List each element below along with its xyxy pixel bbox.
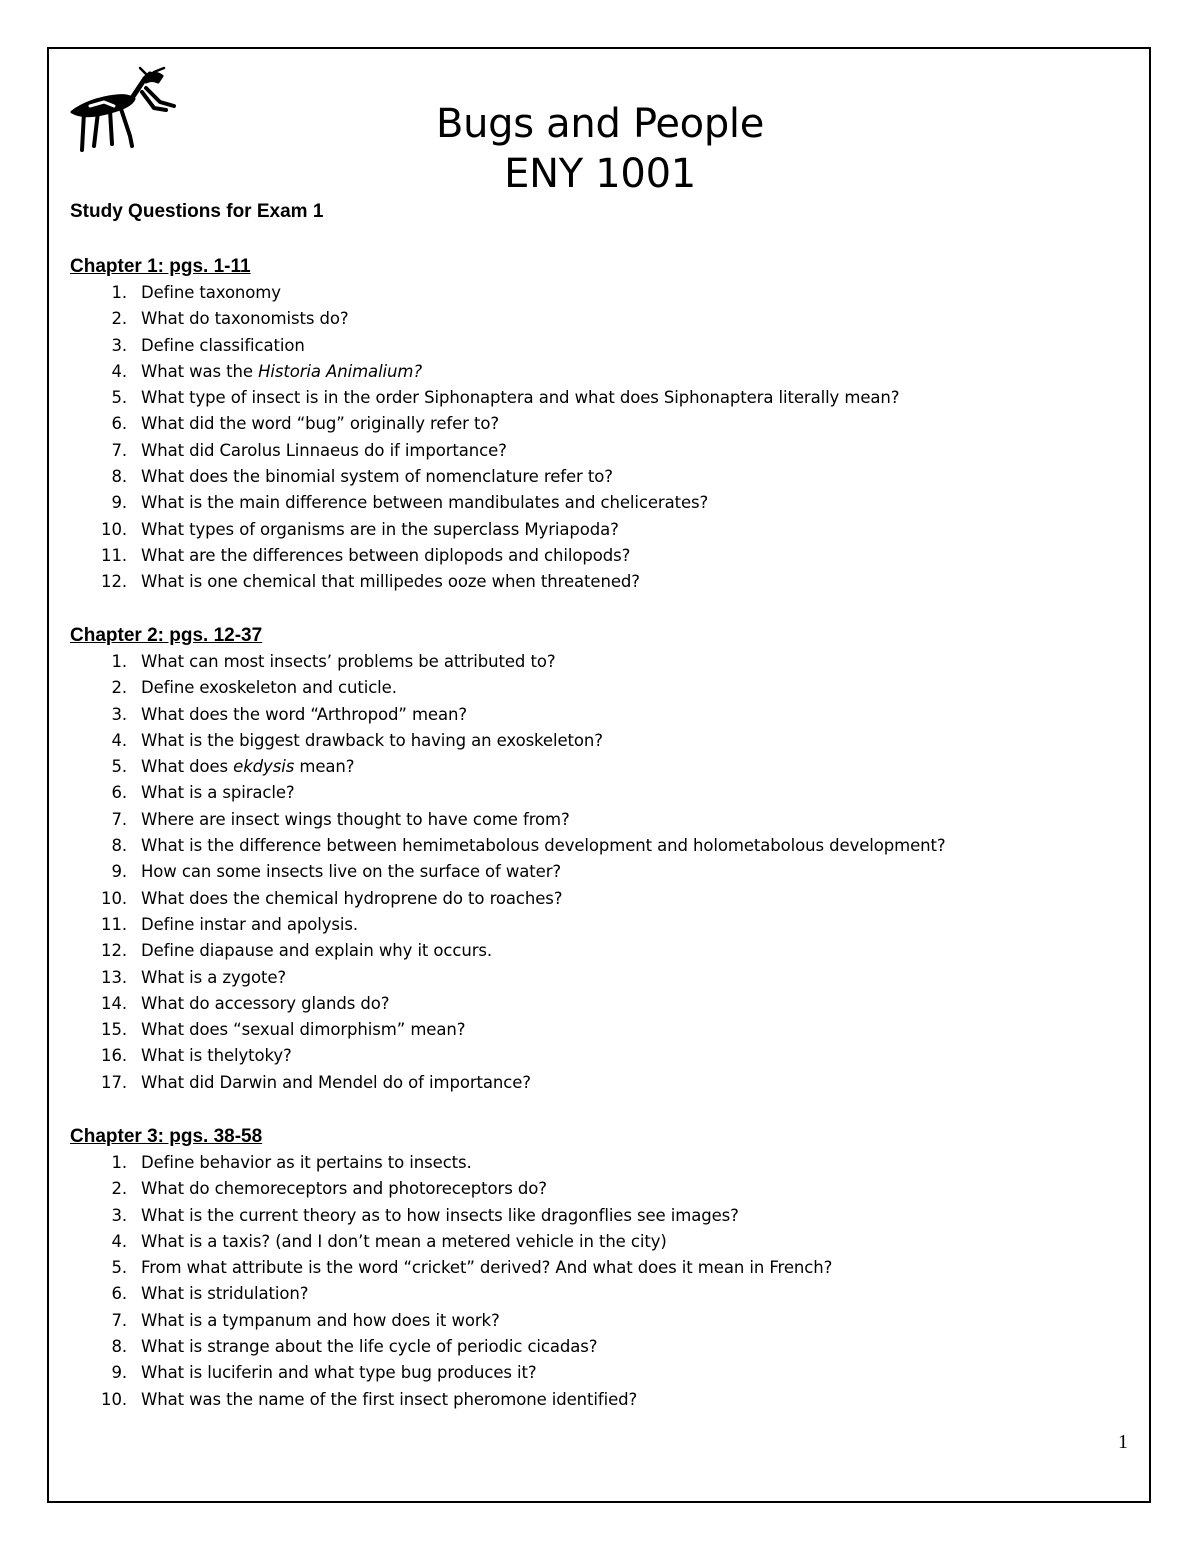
question-number: 10. — [101, 888, 127, 908]
question-text: What does the chemical hydroprene do to roaches? — [141, 888, 563, 908]
question-number: 5. — [111, 1258, 127, 1278]
question-number: 4. — [111, 730, 127, 750]
chapter-2-heading: Chapter 2: pgs. 12-37 — [70, 625, 263, 646]
question-text: Define instar and apolysis. — [141, 914, 358, 934]
question-number: 1. — [111, 1153, 127, 1172]
question-item — [0, 359, 899, 385]
question-number: 1. — [111, 283, 127, 302]
course-code: ENY 1001 — [504, 151, 696, 197]
question-number: 2. — [111, 1179, 127, 1199]
question-item — [0, 280, 899, 306]
question-number: 4. — [111, 1231, 127, 1251]
question-item — [0, 1150, 832, 1176]
question-item — [0, 517, 899, 543]
question-number: 6. — [111, 414, 127, 434]
question-number: 11. — [101, 914, 127, 934]
question-text: What does “sexual dimorphism” mean? — [141, 1020, 466, 1040]
chapter-3-heading: Chapter 3: pgs. 38-58 — [70, 1126, 263, 1147]
question-text: Define classification — [141, 335, 305, 355]
question-text: What do accessory glands do? — [141, 993, 390, 1013]
question-text: What does the binomial system of nomenclature refer to? — [141, 467, 613, 487]
question-item — [0, 1176, 832, 1202]
question-text: What does the word “Arthropod” mean? — [141, 704, 468, 724]
question-item — [0, 649, 946, 675]
question-text: What is a tympanum and how does it work? — [141, 1310, 500, 1330]
question-item — [0, 306, 899, 332]
question-number: 7. — [111, 440, 127, 460]
question-text: What types of organisms are in the superclass Myriapoda? — [141, 519, 619, 539]
question-item — [0, 1255, 832, 1281]
question-number: 1. — [111, 652, 127, 671]
question-number: 8. — [111, 836, 127, 856]
question-number: 2. — [111, 309, 127, 329]
question-text: What is a taxis? (and I don’t mean a metered vehicle in the city) — [141, 1231, 667, 1251]
question-text: What can most insects’ problems be attributed to? — [141, 652, 556, 671]
question-number: 12. — [101, 572, 127, 592]
question-number: 11. — [101, 545, 127, 565]
question-number: 10. — [101, 1389, 127, 1409]
question-number: 3. — [111, 335, 127, 355]
question-item — [0, 385, 899, 411]
chapter-1-heading: Chapter 1: pgs. 1-11 — [70, 256, 251, 277]
question-text: What do chemoreceptors and photoreceptors do? — [141, 1179, 547, 1199]
question-item — [0, 938, 946, 964]
question-text: What are the differences between diplopods and chilopods? — [141, 545, 631, 565]
question-item — [0, 1017, 946, 1043]
question-item — [0, 1281, 832, 1307]
question-text: What is stridulation? — [141, 1284, 309, 1304]
question-number: 6. — [111, 783, 127, 803]
question-item — [0, 1360, 832, 1386]
question-item — [0, 438, 899, 464]
question-item — [0, 754, 946, 780]
question-text: Define behavior as it pertains to insects. — [141, 1153, 472, 1172]
page-number: 1 — [1118, 1431, 1128, 1453]
question-text-italic: Historia Animalium? — [258, 361, 423, 381]
question-item — [0, 965, 946, 991]
question-item — [0, 780, 946, 806]
question-text: What is a spiracle? — [141, 783, 295, 803]
question-number: 10. — [101, 519, 127, 539]
question-text: Define diapause and explain why it occurs. — [141, 941, 493, 961]
question-item — [0, 807, 946, 833]
question-item — [0, 675, 946, 701]
question-number: 9. — [111, 1363, 127, 1383]
question-item — [0, 464, 899, 490]
question-text: What is a zygote? — [141, 967, 287, 987]
question-number: 8. — [111, 467, 127, 487]
question-text: Define exoskeleton and cuticle. — [141, 678, 397, 698]
question-text: How can some insects live on the surface of water? — [141, 862, 562, 882]
question-item — [0, 1070, 946, 1096]
question-number: 3. — [111, 1205, 127, 1225]
chapter-3-questions — [0, 1150, 832, 1413]
question-number: 13. — [101, 967, 127, 987]
question-text: What is the current theory as to how insects like dragonflies see images? — [141, 1205, 739, 1225]
question-number: 7. — [111, 809, 127, 829]
question-text: What was the name of the first insect pheromone identified? — [141, 1389, 638, 1409]
question-number: 15. — [101, 1020, 127, 1040]
question-item — [0, 702, 946, 728]
question-item — [0, 1229, 832, 1255]
question-number: 5. — [111, 388, 127, 408]
chapter-2-questions — [0, 649, 946, 1096]
question-number: 12. — [101, 941, 127, 961]
question-number: 4. — [111, 361, 127, 381]
question-number: 16. — [101, 1046, 127, 1066]
question-number: 8. — [111, 1337, 127, 1357]
question-number: 3. — [111, 704, 127, 724]
question-text: What was the — [141, 361, 259, 381]
question-item — [0, 991, 946, 1017]
question-text: What did the word “bug” originally refer to? — [141, 414, 499, 434]
question-item — [0, 1043, 946, 1069]
question-text: What is luciferin and what type bug produces it? — [141, 1363, 537, 1383]
course-title: Bugs and People — [435, 101, 765, 147]
question-text: What is the biggest drawback to having an exoskeleton? — [141, 730, 603, 750]
question-text: What is one chemical that millipedes ooze when threatened? — [141, 572, 640, 592]
question-number: 7. — [111, 1310, 127, 1330]
question-text: What is the difference between hemimetabolous development and holometabolous development? — [141, 836, 946, 856]
question-item — [0, 1387, 832, 1413]
question-text: What is strange about the life cycle of periodic cicadas? — [141, 1337, 598, 1357]
question-item — [0, 1334, 832, 1360]
question-item — [0, 833, 946, 859]
question-number: 6. — [111, 1284, 127, 1304]
question-text: What is thelytoky? — [141, 1046, 292, 1066]
question-text: What does — [141, 757, 234, 777]
question-text-italic: ekdysis — [233, 757, 295, 777]
question-item — [0, 886, 946, 912]
question-text: mean? — [294, 757, 355, 777]
question-text: What did Darwin and Mendel do of importance? — [141, 1072, 531, 1092]
question-number: 17. — [101, 1072, 127, 1092]
question-text: Where are insect wings thought to have come from? — [141, 809, 570, 829]
question-text: What is the main difference between mandibulates and chelicerates? — [141, 493, 709, 513]
question-item — [0, 333, 899, 359]
question-text: What do taxonomists do? — [141, 309, 349, 329]
question-item — [0, 490, 899, 516]
question-item — [0, 1308, 832, 1334]
question-item — [0, 411, 899, 437]
question-number: 9. — [111, 493, 127, 513]
question-number: 5. — [111, 757, 127, 777]
question-text: Define taxonomy — [141, 283, 281, 302]
document-subtitle: Study Questions for Exam 1 — [70, 201, 324, 222]
question-number: 14. — [101, 993, 127, 1013]
question-text: From what attribute is the word “cricket” derived? And what does it mean in French? — [141, 1258, 833, 1278]
chapter-1-questions — [0, 280, 899, 596]
question-item — [0, 569, 899, 595]
question-text: What did Carolus Linnaeus do if importance? — [141, 440, 507, 460]
question-number: 9. — [111, 862, 127, 882]
question-number: 2. — [111, 678, 127, 698]
question-text: What type of insect is in the order Siphonaptera and what does Siphonaptera literally mean? — [141, 388, 900, 408]
question-item — [0, 912, 946, 938]
question-item — [0, 728, 946, 754]
question-item — [0, 859, 946, 885]
question-item — [0, 543, 899, 569]
question-item — [0, 1203, 832, 1229]
